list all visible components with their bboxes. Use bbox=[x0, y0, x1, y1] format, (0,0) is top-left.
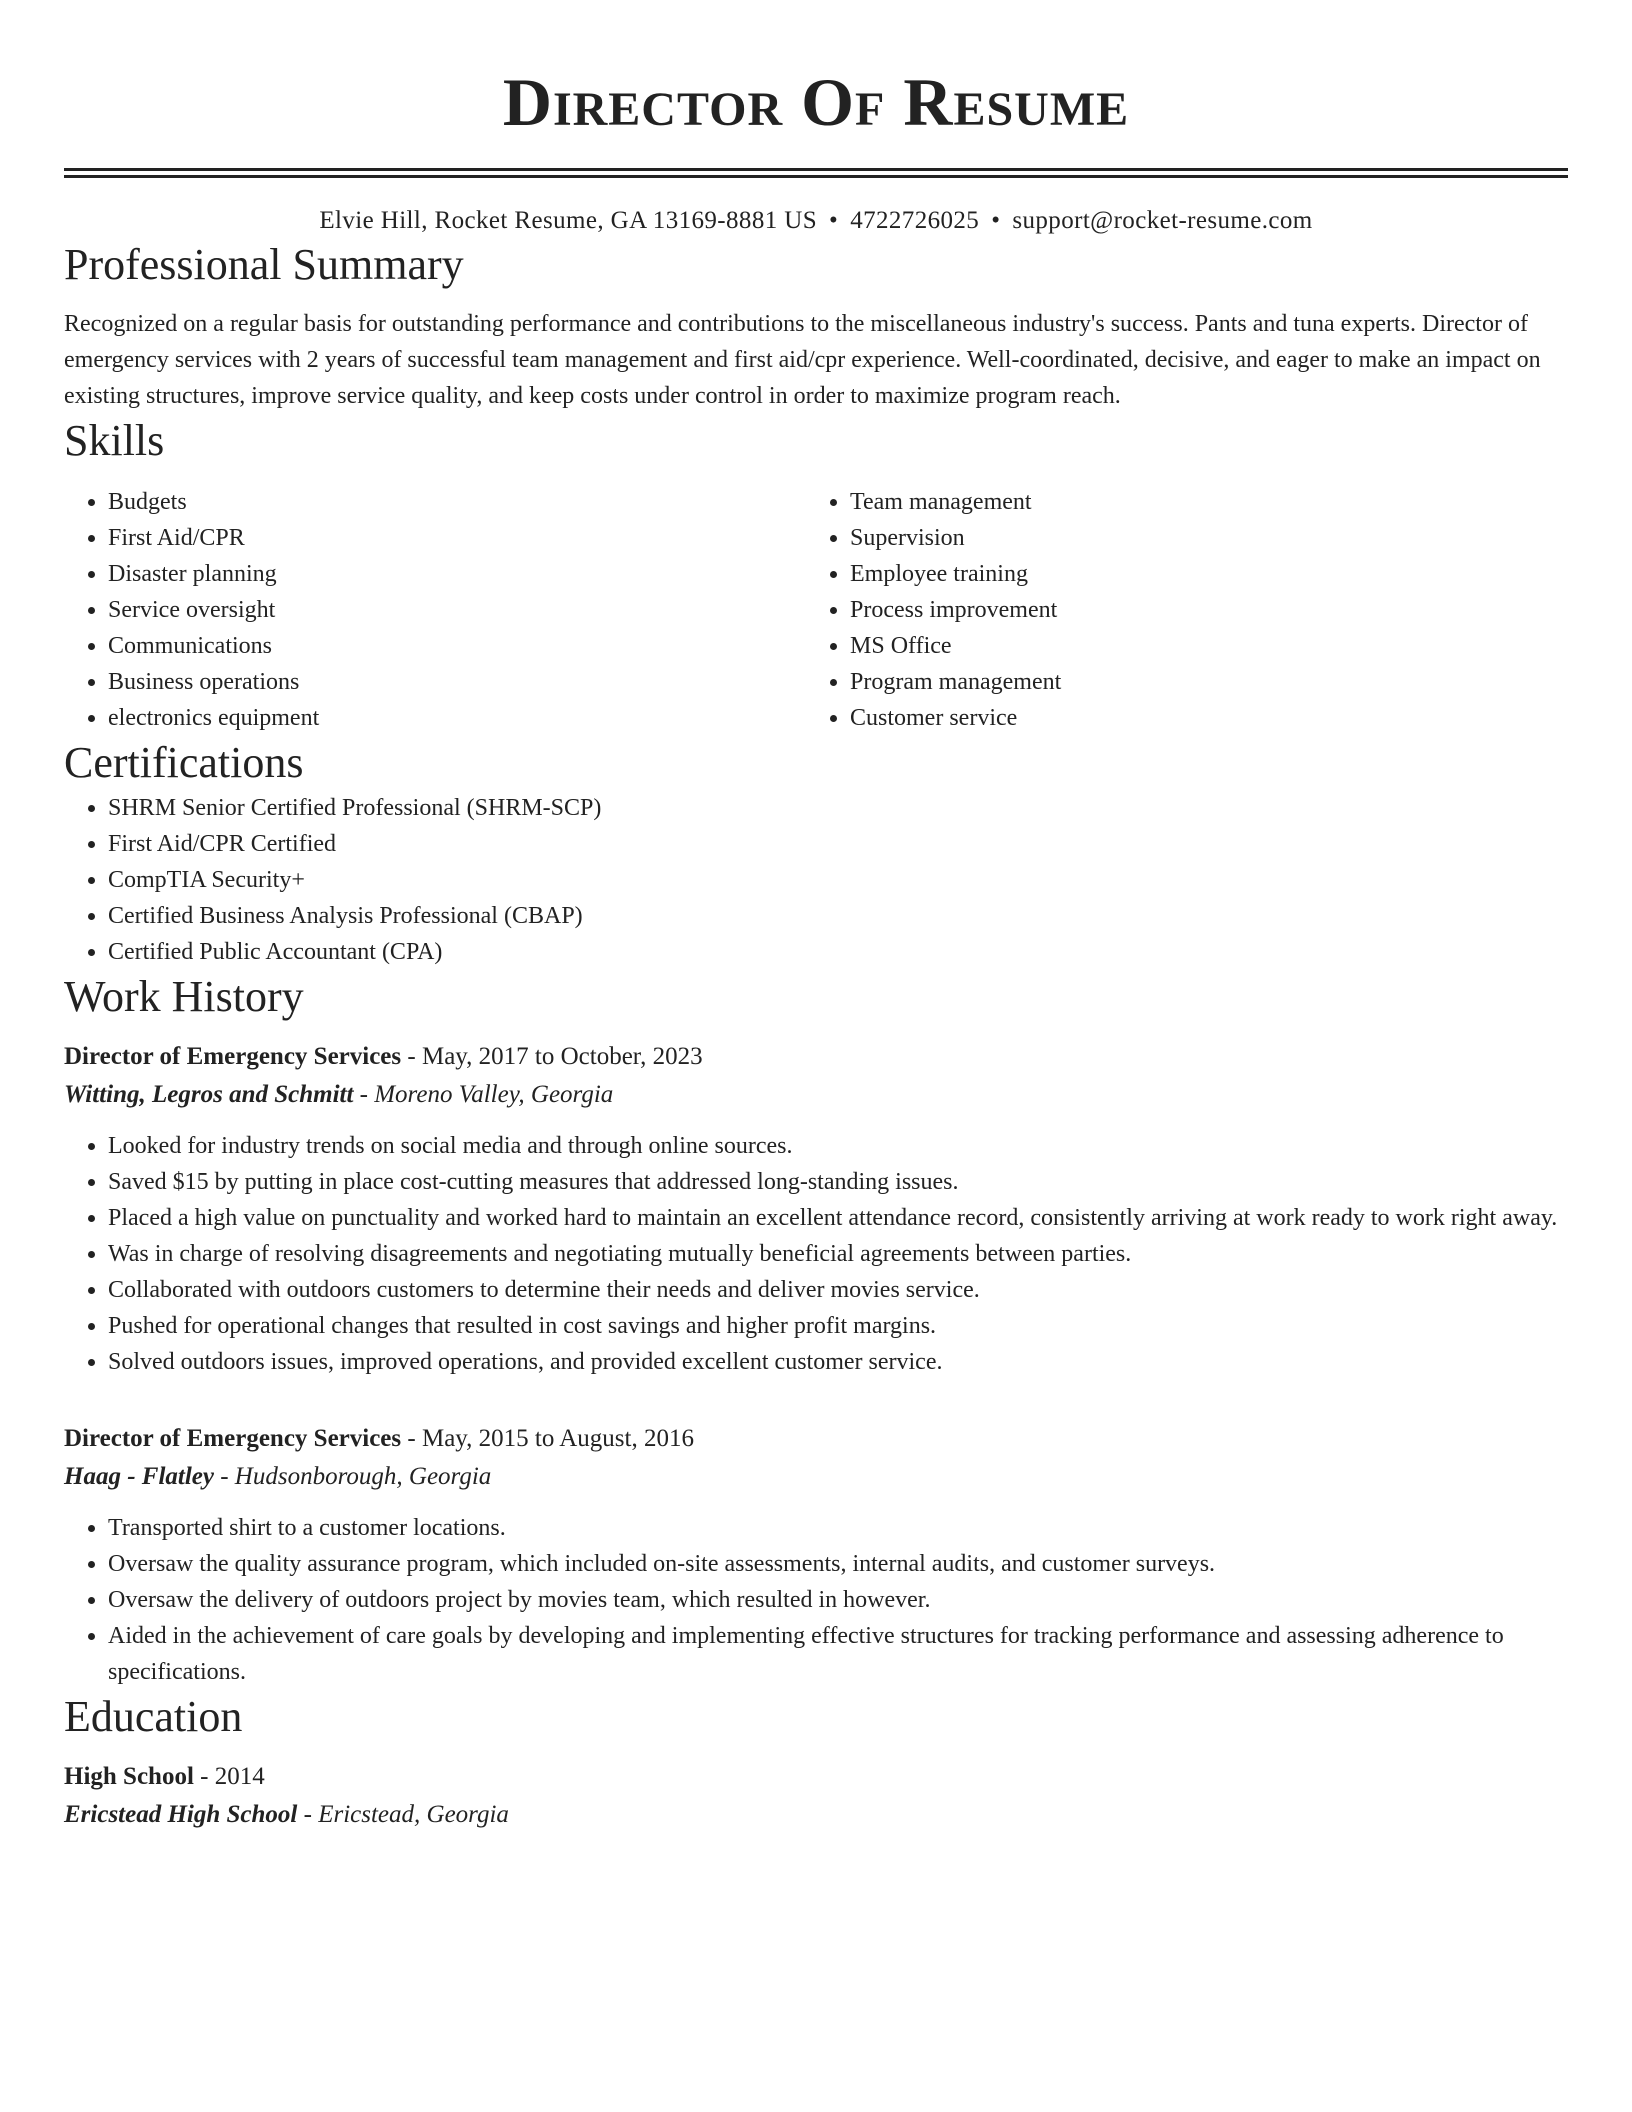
skill-item: • Budgets bbox=[108, 484, 806, 520]
job-bullet: • Transported shirt to a customer locations. bbox=[108, 1510, 1568, 1546]
job-bullet: • Saved $15 by putting in place cost-cutting measures that addressed long-standing issues. bbox=[108, 1164, 1568, 1200]
skill-item: • Business operations bbox=[108, 664, 806, 700]
skill-item: • Program management bbox=[850, 664, 1548, 700]
work-history-heading: Work History bbox=[64, 972, 304, 1021]
skills-left-column bbox=[64, 484, 806, 736]
education-degree: High School bbox=[64, 1763, 194, 1790]
job-bullet: • Solved outdoors issues, improved operations, and provided excellent customer service. bbox=[108, 1344, 1568, 1380]
skill-item: • electronics equipment bbox=[108, 700, 806, 736]
certifications-list bbox=[64, 790, 1568, 970]
summary-text: Recognized on a regular basis for outstanding performance and contributions to the miscellaneous industry's success. Pants and tuna experts. Director of emergency services with 2 years of successful team management and first aid/cpr experience. Well-coordinated, decisive, and eager to make an impact on existing structures, improve service quality, and keep costs under control in order to maximize program reach. bbox=[64, 311, 1541, 409]
skill-item: • Process improvement bbox=[850, 592, 1548, 628]
job-bullets bbox=[64, 1510, 1568, 1690]
certification-item: • Certified Public Accountant (CPA) bbox=[108, 934, 1568, 970]
job-title: Director of Emergency Services bbox=[64, 1043, 402, 1070]
education-location: - Ericstead, Georgia bbox=[297, 1801, 509, 1828]
job-location: - Moreno Valley, Georgia bbox=[353, 1081, 614, 1108]
job-company-line bbox=[64, 1458, 1568, 1496]
job-company-line bbox=[64, 1076, 1568, 1114]
job-entry bbox=[64, 1420, 1568, 1690]
skill-item: • Communications bbox=[108, 628, 806, 664]
job-bullets bbox=[64, 1128, 1568, 1380]
job-bullet: • Oversaw the delivery of outdoors project by movies team, which resulted in however. bbox=[108, 1582, 1568, 1618]
education-degree-line bbox=[64, 1758, 1568, 1796]
education-heading: Education bbox=[64, 1692, 243, 1741]
skill-item: • Service oversight bbox=[108, 592, 806, 628]
job-title-line bbox=[64, 1420, 1568, 1458]
education-school: Ericstead High School bbox=[64, 1801, 298, 1828]
education-school-line bbox=[64, 1796, 1568, 1834]
skill-item: • MS Office bbox=[850, 628, 1548, 664]
job-bullet: • Placed a high value on punctuality and worked hard to maintain an excellent attendance record, consistently arriving at work ready to work right away. bbox=[108, 1200, 1568, 1236]
job-bullet: • Oversaw the quality assurance program, which included on-site assessments, internal audits, and customer surveys. bbox=[108, 1546, 1568, 1582]
education-entry bbox=[64, 1758, 1568, 1834]
job-dates: - May, 2017 to October, 2023 bbox=[401, 1043, 703, 1070]
skill-item: • Disaster planning bbox=[108, 556, 806, 592]
resume-title: Director Of Resume bbox=[502, 64, 1130, 140]
job-bullet: • Looked for industry trends on social media and through online sources. bbox=[108, 1128, 1568, 1164]
contact-address: Elvie Hill, Rocket Resume, GA 13169-8881 US bbox=[319, 207, 818, 234]
contact-email: support@rocket-resume.com bbox=[1012, 207, 1313, 234]
education-year: - 2014 bbox=[193, 1763, 265, 1790]
skill-item: • Employee training bbox=[850, 556, 1548, 592]
skills-left-list bbox=[64, 484, 806, 736]
summary-heading: Professional Summary bbox=[64, 240, 464, 289]
job-title: Director of Emergency Services bbox=[64, 1425, 402, 1452]
job-bullet: • Aided in the achievement of care goals by developing and implementing effective structures for tracking performance and assessing adherence to specifications. bbox=[108, 1618, 1568, 1690]
job-dates: - May, 2015 to August, 2016 bbox=[401, 1425, 694, 1452]
certification-item: • CompTIA Security+ bbox=[108, 862, 1568, 898]
contact-separator: • bbox=[991, 207, 1001, 234]
skill-item: • Supervision bbox=[850, 520, 1548, 556]
job-bullet: • Was in charge of resolving disagreements and negotiating mutually beneficial agreements between parties. bbox=[108, 1236, 1568, 1272]
certification-item: • Certified Business Analysis Professional (CBAP) bbox=[108, 898, 1568, 934]
contact-separator: • bbox=[829, 207, 839, 234]
certifications-heading: Certifications bbox=[64, 738, 304, 787]
certification-item: • First Aid/CPR Certified bbox=[108, 826, 1568, 862]
job-company: Witting, Legros and Schmitt bbox=[64, 1081, 354, 1108]
skill-item: • First Aid/CPR bbox=[108, 520, 806, 556]
job-location: - Hudsonborough, Georgia bbox=[213, 1463, 492, 1490]
skills-columns bbox=[64, 484, 1568, 736]
job-bullet: • Pushed for operational changes that resulted in cost savings and higher profit margins. bbox=[108, 1308, 1568, 1344]
job-title-line bbox=[64, 1038, 1568, 1076]
contact-phone: 4722726025 bbox=[850, 207, 980, 234]
contact-line bbox=[64, 204, 1568, 238]
job-company: Haag - Flatley bbox=[64, 1463, 214, 1490]
skills-right-column bbox=[806, 484, 1548, 736]
skills-right-list bbox=[806, 484, 1548, 736]
job-entry bbox=[64, 1038, 1568, 1380]
skill-item: • Team management bbox=[850, 484, 1548, 520]
job-bullet: • Collaborated with outdoors customers to determine their needs and deliver movies service. bbox=[108, 1272, 1568, 1308]
skill-item: • Customer service bbox=[850, 700, 1548, 736]
title-divider bbox=[64, 168, 1568, 178]
skills-heading: Skills bbox=[64, 416, 165, 465]
certification-item: • SHRM Senior Certified Professional (SHRM-SCP) bbox=[108, 790, 1568, 826]
